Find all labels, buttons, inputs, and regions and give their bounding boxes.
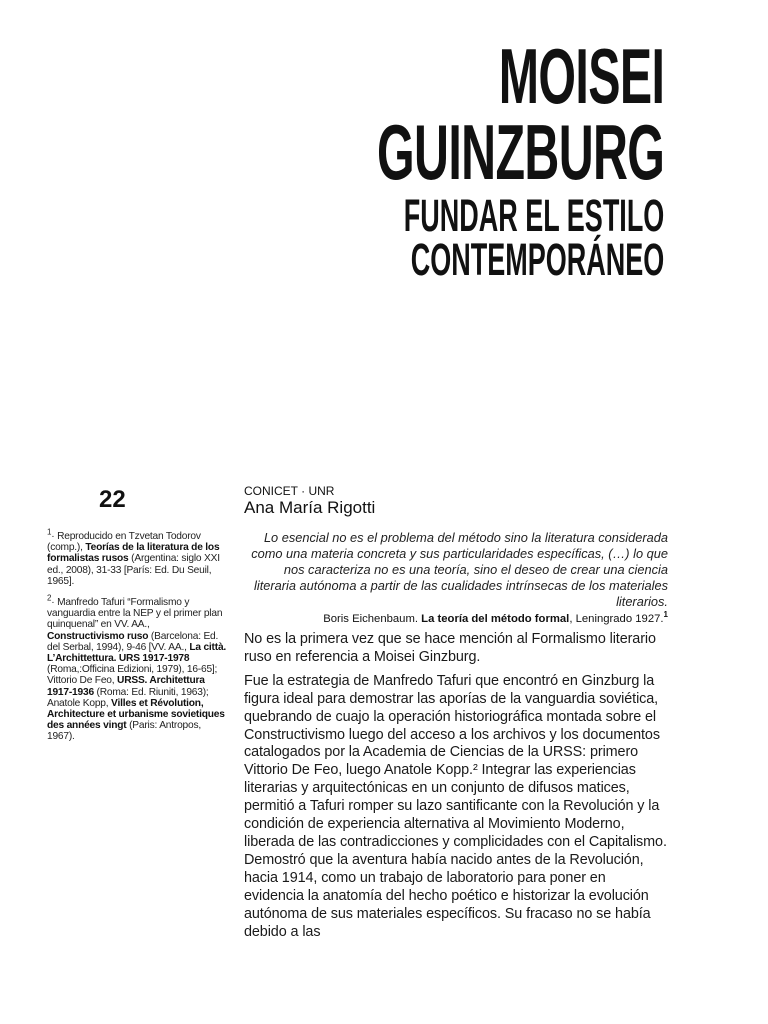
epigraph-citation: Boris Eichenbaum. La teoría del método formal, Leningrado 1927.$^1$ <box>323 610 668 625</box>
epigraph <box>244 530 668 627</box>
footnote-2: $^2$· Manfredo Tafuri “Formalismo y vanguardia entre la NEP y el primer plan quinquenal” en VV. AA., Constructivismo ruso (Barcelona: Ed. del Serbal, 1994), 9-46 [VV. AA., La città. L’Archittettura. URS 1917-1978 (Roma,:Officina Edizioni, 1979), 16-65]; Vittorio De Feo, URSS. Architettura 1917-1936 (Roma: Ed. Riuniti, 1963); Anatole Kopp, Villes et Révolution, Architecture et urbanisme sovietiques des années vingt (Paris: Antropos, 1967). <box>47 593 227 743</box>
title-line-1: MOISEI <box>498 32 664 120</box>
footnotes-column <box>47 527 227 743</box>
subtitle-line-2: CONTEMPORÁNEO <box>410 234 664 285</box>
author-name: Ana María Rigotti <box>244 498 376 517</box>
body-paragraph-2: Fue la estrategia de Manfredo Tafuri que encontró en Ginzburg la figura ideal para demostrar las aporías de la vanguardia soviética, quebrando de cuajo la operación historiográfica montada sobre el Constructivismo luego del acceso a los archivos y los documentos catalogados por la Academia de Ciencias de la URSS: primero Vittorio De Feo, luego Anatole Kopp.² Integrar las experiencias literarias y arquitectónicas en un conjunto de difusos matices, permitió a Tafuri romper su lazo santificante con la Revolución y la condición de experiencia alternativa al Movimiento Moderno, liberada de las contradicciones y complicidades con el Capitalismo. Demostró que la aventura había nacido antes de la Revolución, hacia 1914, como un trabajo de laboratorio para poner en evidencia la anatomía del hecho poético e historizar la evolución autónoma de sus materiales específicos. Su fracaso no se había debido a las <box>244 672 667 940</box>
byline <box>244 484 664 518</box>
article-body <box>244 631 668 941</box>
footnote-number: 2 <box>47 593 52 603</box>
footnote-1: $^1$· Reproducido en Tzvetan Todorov (comp.), Teorías de la literatura de los formalistas rusos (Argentina: siglo XXI ed., 2008), 31-33 [París: Ed. Du Seuil, 1965]. <box>47 527 220 587</box>
article-title-block <box>201 32 664 285</box>
subtitle-line-1: FUNDAR EL ESTILO <box>403 190 664 241</box>
epigraph-quote: Lo esencial no es el problema del método sino la literatura considerada como una materia concreta y sus particularidades específicas, (…) lo que nos caracteriza no es una teoría, sino el deseo de crear una ciencia literaria autónoma a partir de las cualidades intrínsecas de los materiales literarios. <box>251 530 668 609</box>
footnote-number: 1 <box>47 527 52 537</box>
footnote-reference: 1 <box>663 610 668 620</box>
title-line-2: GUINZBURG <box>376 108 664 196</box>
author-affiliation: CONICET · UNR <box>244 484 335 498</box>
page-number: 22 <box>99 486 126 513</box>
body-paragraph-1: No es la primera vez que se hace mención al Formalismo literario ruso en referencia a Moisei Ginzburg. <box>244 631 656 665</box>
